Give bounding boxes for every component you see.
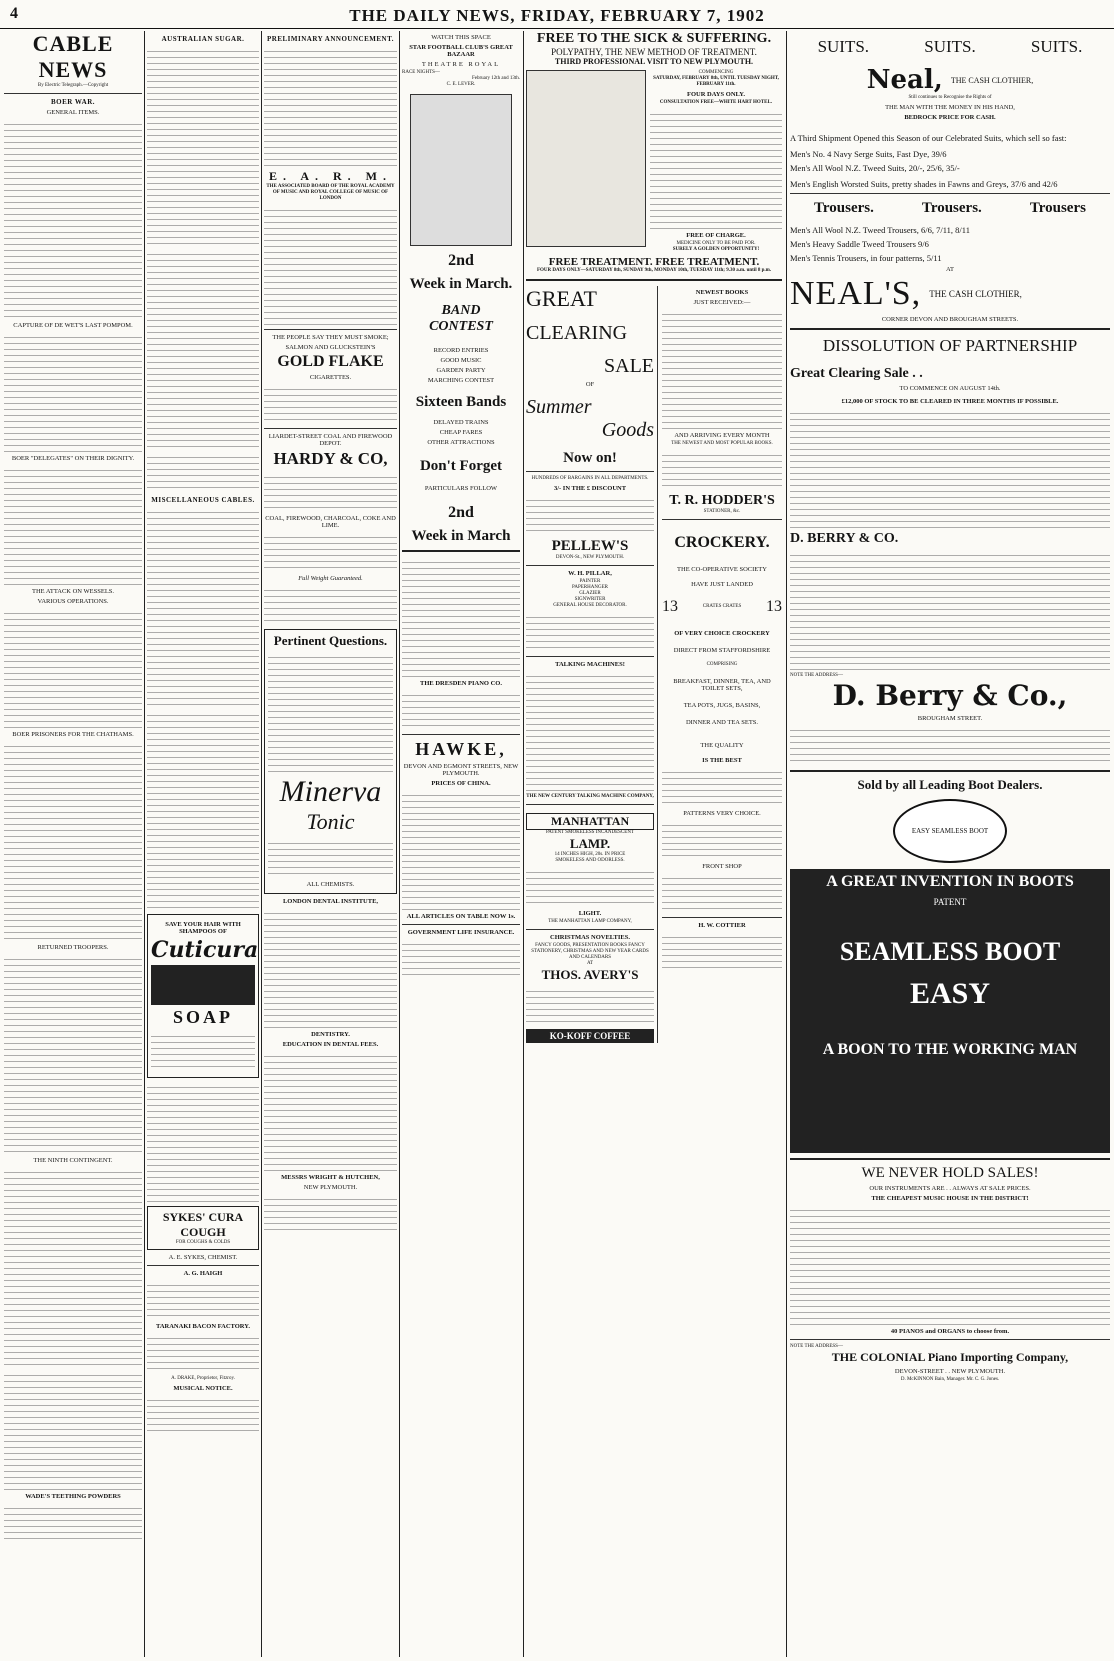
invention-heading: A GREAT INVENTION IN BOOTS — [826, 873, 1074, 890]
cash-clothier: THE CASH CLOTHIER, — [950, 75, 1034, 85]
column-rule — [786, 31, 787, 1657]
column-rule — [523, 31, 524, 1657]
light-heading: LIGHT. — [578, 910, 602, 917]
ad-line: NEW PLYMOUTH. — [303, 1184, 358, 1191]
feature-item: DELAYED TRAINS — [433, 419, 489, 426]
divider — [264, 329, 397, 330]
sub-heading: BOER PRISONERS FOR THE CHATHAMS. — [12, 731, 134, 738]
suits-label: SUITS. — [817, 37, 870, 56]
section-heading: MISCELLANEOUS CABLES. — [151, 496, 255, 504]
quality: THE QUALITY — [700, 742, 744, 749]
newest-heading: NEWEST BOOKS — [695, 289, 749, 296]
book-list — [662, 309, 782, 429]
ad-heading: WADE'S TEETHING POWDERS — [25, 1493, 121, 1500]
ad-heading: SAVE YOUR HAIR WITH SHAMPOOS OF — [165, 921, 241, 935]
man-money: THE MAN WITH THE MONEY IN HIS HAND, — [885, 104, 1015, 111]
poly-heading: POLYPATHY, THE NEW METHOD OF TREATMENT. — [551, 47, 757, 57]
ad-text — [147, 1280, 259, 1320]
feature-item: MARCHING CONTEST — [427, 377, 495, 384]
second-label: 2nd — [448, 504, 474, 521]
divider — [264, 428, 397, 429]
ad-text — [662, 932, 782, 972]
ad-text — [264, 908, 397, 1028]
newspaper-title: THE DAILY NEWS, FRIDAY, FEBRUARY 7, 1902 — [349, 6, 765, 25]
byline: By Electric Telegraph.—Copyright — [37, 83, 109, 88]
pillar-heading: W. H. PILLAR, — [568, 570, 612, 577]
price-line: Men's All Wool N.Z. Tweed Suits, 20/-, 25/6, 35/- — [790, 163, 960, 173]
choice: OF VERY CHOICE CROCKERY — [674, 630, 770, 637]
week-label: Week in March. — [409, 276, 513, 292]
recognise: Still continues to Recognise the Rights of — [908, 95, 992, 100]
price-line: Men's Tennis Trousers, in four patterns, 5/11 — [790, 253, 942, 263]
ad-text — [264, 1051, 397, 1171]
ad-heading: EDUCATION IN DENTAL FEES. — [282, 1041, 379, 1048]
divider — [402, 924, 520, 925]
page-number: 4 — [10, 5, 18, 22]
sixteen-bands: Sixteen Bands — [415, 394, 507, 410]
column-rule — [261, 31, 262, 1657]
ad-heading: DENTISTRY. — [311, 1031, 350, 1038]
hundreds: HUNDREDS OF BARGAINS IN ALL DEPARTMENTS. — [531, 476, 649, 481]
suits-label: SUITS. — [1030, 37, 1083, 56]
ad-line: LIARDET-STREET COAL AND FIREWOOD DEPOT. — [268, 433, 393, 447]
ad-text — [268, 652, 393, 772]
ad-text — [264, 384, 397, 424]
tea-line: TEA POTS, JUGS, BASINS, — [683, 702, 761, 709]
ad-text — [662, 820, 782, 860]
devon-street: DEVON-STREET . . NEW PLYMOUTH. — [894, 1368, 1006, 1375]
column-cable-news — [4, 31, 142, 1657]
cottier: H. W. COTTIER — [698, 922, 746, 929]
section-heading: PRELIMINARY ANNOUNCEMENT. — [267, 35, 394, 43]
divider — [526, 804, 654, 805]
sykes-brand: SYKES' CURA COUGH — [162, 1210, 244, 1239]
hawke-heading: HAWKE, — [415, 739, 507, 759]
ad-text — [402, 690, 520, 730]
visit-heading: THIRD PROFESSIONAL VISIT TO NEW PLYMOUTH. — [554, 57, 754, 66]
sub-heading: THE ATTACK ON WESSELS. — [31, 588, 115, 595]
article-text — [4, 741, 142, 941]
four-days: FOUR DAYS ONLY—SATURDAY 8th, SUNDAY 9th, MONDAY 10th, TUESDAY 11th; 9.30 a.m. until 8 p.m. — [536, 268, 772, 273]
cuticura-brand: Cuticura — [151, 937, 259, 963]
pellew-heading: PELLEW'S — [551, 538, 629, 554]
pertinent-heading: Pertinent Questions. — [273, 633, 388, 648]
trade: PAPERHANGER — [572, 585, 608, 590]
ad-line: AT — [586, 961, 594, 966]
ad-text — [526, 495, 654, 535]
ad-line: Full Weight Guaranteed. — [298, 575, 363, 582]
pellew-address: DEVON-St., NEW PLYMOUTH. — [555, 555, 625, 560]
dont-forget: Don't Forget — [419, 458, 503, 474]
lever: C. E. LEVER. — [446, 82, 476, 87]
article-text — [4, 119, 142, 319]
dissolution: DISSOLUTION OF PARTNERSHIP — [822, 336, 1078, 355]
proprietor: A. DRAKE, Proprietor, Fitzroy. — [171, 1376, 235, 1381]
divider — [790, 328, 1110, 330]
masthead — [0, 0, 1114, 29]
divider — [662, 519, 782, 520]
patent-label: PATENT — [933, 897, 967, 907]
price-line: Men's Heavy Saddle Tweed Trousers 9/6 — [790, 239, 929, 249]
cash-clothier: THE CASH CLOTHIER, — [929, 289, 1022, 299]
article-text — [147, 710, 259, 910]
divider — [526, 929, 654, 930]
comprising: COMPRISING — [706, 662, 738, 667]
corner: CORNER DEVON AND BROUGHAM STREETS. — [881, 316, 1019, 323]
manager-line: D. McKINNON Bain, Manager. Mr. C. G. Jones. — [900, 1377, 1000, 1382]
race-nights: RACE NIGHTS— — [402, 70, 440, 75]
gold-flake: GOLD FLAKE — [277, 353, 384, 370]
ad-line: THEATRE ROYAL — [421, 61, 501, 68]
patterns: PATTERNS VERY CHOICE. — [683, 810, 761, 817]
cuticura-ad — [147, 914, 259, 1078]
avery-heading: THOS. AVERY'S — [541, 967, 639, 982]
goods: Goods — [601, 419, 654, 441]
week-label: Week in March — [411, 528, 511, 544]
sub-heading: RETURNED TROOPERS. — [37, 944, 109, 951]
ad-line: THE MANHATTAN LAMP COMPANY, — [548, 919, 632, 924]
of: OF — [585, 381, 595, 388]
trade: PAINTER — [579, 579, 601, 584]
hand-pointer-icon — [410, 94, 512, 246]
article-text — [264, 46, 397, 166]
ad-text — [526, 867, 654, 907]
board-heading: THE ASSOCIATED BOARD OF THE ROYAL ACADEMY OF MUSIC AND ROYAL COLLEGE OF MUSIC OF LONDON — [266, 184, 395, 201]
hodder-heading: T. R. HODDER'S — [669, 493, 775, 508]
seamless-boot-ad — [790, 869, 1110, 1153]
instruments: OUR INSTRUMENTS ARE . . ALWAYS AT SALE PRICES. — [869, 1185, 1031, 1192]
race-dates: February 12th and 13th. — [471, 76, 520, 81]
section-heading: BOER WAR. — [50, 98, 96, 106]
trousers-row — [790, 200, 1110, 217]
crates-row — [662, 598, 782, 616]
column-4 — [402, 31, 520, 1657]
soap-label: SOAP — [172, 1007, 233, 1027]
easy-seamless-boot-logo-icon: EASY SEAMLESS BOOT — [893, 799, 1007, 863]
ad-line: COMMENCING — [698, 70, 734, 75]
trade: GLAZIER — [579, 591, 601, 596]
minerva-ad — [264, 629, 397, 894]
divider — [526, 471, 654, 472]
ad-text — [790, 408, 1110, 528]
boot-dealers: Sold by all Leading Boot Dealers. — [857, 777, 1043, 792]
minerva-brand: Minerva — [279, 775, 382, 808]
hodder-column — [662, 286, 782, 1043]
article-text — [4, 954, 142, 1154]
feature-item: GARDEN PARTY — [436, 367, 486, 374]
stock: £12,000 OF STOCK TO BE CLEARED IN THREE MONTHS IF POSSIBLE. — [841, 398, 1059, 405]
seamless-label: SEAMLESS BOOT — [839, 937, 1061, 966]
divider — [790, 1158, 1110, 1160]
column-2 — [147, 31, 259, 1657]
column-rule — [399, 31, 400, 1657]
divider — [790, 193, 1110, 194]
feature-list — [402, 347, 520, 384]
hawke-address: DEVON AND EGMONT STREETS, NEW PLYMOUTH. — [403, 763, 519, 777]
shipment: A Third Shipment Opened this Season of our Celebrated Suits, which sell so fast: — [790, 133, 1067, 143]
direct: DIRECT FROM STAFFORDSHIRE — [673, 647, 771, 654]
great: GREAT — [526, 286, 597, 311]
brougham: BROUGHAM STREET. — [917, 715, 983, 722]
section-heading: AUSTRALIAN SUGAR. — [161, 35, 245, 43]
column-rule — [144, 31, 145, 1657]
pianos-line: 40 PIANOS and ORGANS to choose from. — [890, 1328, 1010, 1335]
divider — [147, 1265, 259, 1266]
article-text — [264, 205, 397, 325]
note-address: NOTE THE ADDRESS— — [790, 673, 843, 678]
ad-line: FREE OF CHARGE. — [686, 232, 746, 239]
newest2: THE NEWEST AND MOST POPULAR BOOKS. — [671, 441, 773, 446]
ad-heading: THE DRESDEN PIANO CO. — [420, 680, 502, 687]
price-line: Men's All Wool N.Z. Tweed Trousers, 6/6, 7/11, 8/11 — [790, 225, 970, 235]
ad-text — [662, 873, 782, 913]
feature-item: OTHER ATTRACTIONS — [427, 439, 495, 446]
divider — [790, 770, 1110, 772]
ad-line: FANCY GOODS, PRESENTATION BOOKS FANCY STATIONERY, CHRISTMAS AND NEW YEAR CARDS AND CALENDARS — [531, 943, 649, 960]
article-text — [147, 452, 259, 492]
crates-label: CRATES CRATES — [702, 604, 742, 609]
ad-heading: MUSICAL NOTICE. — [173, 1385, 233, 1392]
ad-text — [151, 1031, 255, 1071]
ad-text — [526, 671, 654, 791]
ad-text — [662, 767, 782, 807]
neal-title-row — [790, 65, 1110, 95]
ad-text — [402, 939, 520, 979]
ad-text — [4, 1503, 142, 1543]
free-heading: FREE TO THE SICK & SUFFERING. — [536, 31, 772, 46]
manhattan-heading: MANHATTAN — [526, 813, 654, 830]
trade: SIGNWRITER — [574, 597, 606, 602]
article-text — [147, 46, 259, 246]
hardy-heading: HARDY & CO, — [273, 449, 388, 468]
lamp-heading: LAMP. — [569, 836, 611, 851]
ad-text — [147, 1395, 259, 1435]
divider — [526, 656, 654, 657]
trousers-label: Trousers. — [921, 200, 982, 216]
divider — [526, 565, 654, 566]
ad-line: ALL CHEMISTS. — [306, 881, 355, 888]
column-neal — [790, 31, 1110, 1657]
ad-line: SALMON AND GLUCKSTEIN'S — [285, 344, 376, 351]
arriving: AND ARRIVING EVERY MONTH — [674, 432, 770, 439]
talking-heading: TALKING MACHINES! — [555, 661, 625, 668]
sub-heading: CAPTURE OF DE WET'S LAST POMPOM. — [13, 322, 133, 329]
price-list — [402, 790, 520, 910]
article-text — [4, 465, 142, 585]
second-label: 2nd — [448, 252, 474, 269]
sets: BREAKFAST, DINNER, TEA, AND TOILET SETS, — [673, 678, 771, 692]
landed: HAVE JUST LANDED — [691, 581, 753, 588]
crates-count: 13 — [765, 598, 782, 615]
band-label: BAND — [441, 303, 481, 318]
split-row — [526, 286, 782, 1043]
article-text — [147, 507, 259, 707]
ad-text — [790, 1205, 1110, 1325]
article-text — [4, 608, 142, 728]
polypathy-ad — [526, 70, 782, 253]
article-text — [147, 249, 259, 449]
ad-line: COAL, FIREWOOD, CHARCOAL, COKE AND LIME. — [265, 515, 396, 529]
ad-line: PATENT SMOKELESS INCANDESCENT — [545, 830, 635, 835]
ad-text — [264, 585, 397, 625]
sub-heading: BOER "DELEGATES" ON THEIR DIGNITY. — [11, 455, 135, 462]
ad-text — [264, 472, 397, 512]
price-line: Men's English Worsted Suits, pretty shades in Fawns and Greys, 37/6 and 42/6 — [790, 179, 1058, 189]
commence: TO COMMENCE ON AUGUST 14th. — [899, 385, 1001, 392]
tonic-brand: Tonic — [306, 809, 355, 834]
ad-line: SURELY A GOLDEN OPPORTUNITY! — [672, 247, 760, 252]
ad-text — [662, 450, 782, 490]
feature-item: GOOD MUSIC — [440, 357, 482, 364]
ad-heading: GOVERNMENT LIFE INSURANCE. — [407, 929, 515, 936]
ad-text — [147, 1082, 259, 1202]
never-sales: WE NEVER HOLD SALES! — [861, 1165, 1039, 1181]
note-address: NOTE THE ADDRESS— — [790, 1344, 843, 1349]
sale: SALE — [604, 355, 654, 377]
ad-text — [264, 1194, 397, 1234]
ad-text — [264, 532, 397, 572]
ad-heading: STAR FOOTBALL CLUB'S GREAT BAZAAR — [409, 44, 513, 58]
sub-heading: VARIOUS OPERATIONS. — [37, 598, 109, 605]
cheapest: THE CHEAPEST MUSIC HOUSE IN THE DISTRICT! — [871, 1195, 1029, 1202]
divider — [4, 93, 142, 94]
crates-count: 13 — [662, 598, 678, 615]
coop-line: THE CO-OPERATIVE SOCIETY — [677, 566, 767, 573]
divider — [402, 550, 520, 552]
ad-line: FOUR DAYS ONLY. — [687, 91, 745, 98]
price-line: Men's No. 4 Navy Serge Suits, Fast Dye, 39/6 — [790, 149, 947, 159]
ad-line: MEDICINE ONLY TO BE PAID FOR. — [676, 241, 756, 246]
free-treatment: FREE TREATMENT. FREE TREATMENT. — [548, 256, 760, 268]
trousers-label: Trousers. — [814, 200, 874, 216]
feature-item: RECORD ENTRIES — [433, 347, 489, 354]
bedrock: BEDROCK PRICE FOR CASH. — [904, 114, 996, 121]
column-5 — [526, 31, 782, 1657]
clearing: CLEARING — [526, 322, 628, 344]
colonial-heading: THE COLONIAL Piano Importing Company, — [831, 1350, 1069, 1364]
sub-heading: GENERAL ITEMS. — [46, 109, 100, 116]
berry-big: D. Berry & Co., — [832, 679, 1068, 712]
received: JUST RECEIVED:— — [693, 299, 751, 306]
suits-row — [790, 37, 1110, 57]
ad-line: CIGARETTES. — [309, 374, 352, 381]
ad-text — [526, 612, 654, 652]
ad-heading: TARANAKI BACON FACTORY. — [156, 1323, 250, 1330]
trade: GENERAL HOUSE DECORATOR. — [553, 603, 627, 608]
divider — [790, 1339, 1110, 1340]
ad-text — [790, 725, 1110, 765]
pellew-column — [526, 286, 658, 1043]
ad-text — [268, 838, 393, 878]
article-text — [4, 332, 142, 452]
crockery-heading: CROCKERY. — [674, 534, 770, 551]
column-3 — [264, 31, 397, 1657]
ad-line: 14 INCHES HIGH, 20s. IN PRICE — [554, 852, 626, 857]
xmas-heading: CHRISTMAS NOVELTIES. — [550, 934, 630, 941]
ad-dates: SATURDAY, FEBRUARY 8th, UNTIL TUESDAY NIGHT, FEBRUARY 11th. — [653, 76, 779, 87]
suits-label: SUITS. — [924, 37, 976, 56]
eam-heading: E. A. R. M. — [269, 169, 392, 183]
divider — [662, 917, 782, 918]
sykes-sub: FOR COUGHS & COLDS — [175, 1240, 231, 1245]
great-sale: Great Clearing Sale . . — [790, 366, 923, 381]
ad-heading: MESSRS WRIGHT & HUTCHEN, — [281, 1174, 380, 1181]
discount: 3/- IN THE £ DISCOUNT — [553, 485, 627, 492]
best: IS THE BEST — [702, 757, 742, 764]
stationer: STATIONER, &c. — [703, 509, 741, 514]
kokoff-banner: KO-KOFF COFFEE — [526, 1029, 654, 1043]
sub-heading: THE NINTH CONTINGENT. — [33, 1157, 113, 1164]
feature-item: CHEAP FARES — [439, 429, 483, 436]
dinner-line: DINNER AND TEA SETS. — [685, 719, 759, 726]
feature-list — [402, 419, 520, 446]
lady-illustration-icon — [151, 965, 255, 1005]
article-text — [4, 1167, 142, 1367]
neals-heading: NEAL'S, — [790, 275, 922, 312]
ad-heading: LONDON DENTAL INSTITUTE, — [282, 898, 379, 905]
ad-text — [402, 557, 520, 677]
ad-line: SMOKELESS AND ODORLESS. — [555, 858, 625, 863]
china-heading: PRICES OF CHINA. — [431, 780, 491, 787]
ad-line: WATCH THIS SPACE — [431, 34, 491, 41]
ad-text — [526, 986, 654, 1026]
now-on: Now on! — [563, 450, 617, 466]
neal-heading: Neal, — [866, 65, 943, 95]
ad-text — [650, 109, 782, 229]
article-text — [4, 1370, 142, 1490]
particulars: PARTICULARS FOLLOW — [424, 485, 498, 492]
ad-line: CONSULTATION FREE—WHITE HART HOTEL. — [659, 100, 773, 105]
ad-text — [790, 550, 1110, 670]
ad-line: THE PEOPLE SAY THEY MUST SMOKE; — [272, 334, 389, 341]
cable-news-heading: CABLE NEWS — [32, 31, 114, 82]
boon-label: A BOON TO THE WORKING MAN — [822, 1041, 1078, 1058]
divider — [526, 279, 782, 281]
berry-heading: D. BERRY & CO. — [790, 531, 899, 546]
neals-row — [790, 275, 1110, 313]
trousers-label: Trousers — [1029, 200, 1086, 216]
ad-text — [147, 1333, 259, 1373]
front-shop: FRONT SHOP — [702, 863, 742, 870]
ad-heading: ALL ARTICLES ON TABLE NOW 1s. — [406, 913, 516, 920]
hotel-illustration-icon — [526, 70, 646, 247]
ad-heading: A. G. HAIGH — [183, 1270, 223, 1277]
chemist-line: A. E. SYKES, CHEMIST. — [168, 1254, 238, 1261]
easy-label: EASY — [909, 977, 991, 1010]
divider — [402, 734, 520, 735]
sykes-ad — [147, 1206, 259, 1250]
contest-label: CONTEST — [429, 319, 493, 334]
at-label: AT — [946, 266, 954, 273]
century-line: THE NEW CENTURY TALKING MACHINE COMPANY, — [526, 794, 654, 799]
summer: Summer — [526, 396, 592, 418]
